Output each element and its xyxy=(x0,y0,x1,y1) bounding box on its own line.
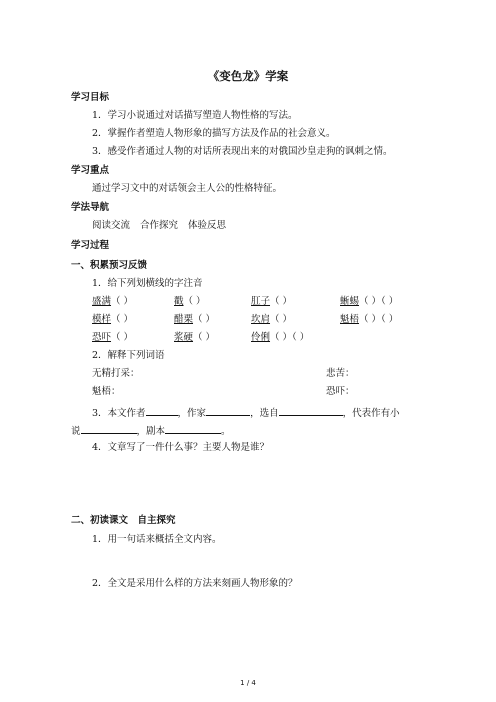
page-number: 1 / 4 xyxy=(240,679,256,687)
term-label: 魁梧： xyxy=(92,386,121,397)
part1-q1: 1．给下列划横线的字注音 xyxy=(92,278,203,289)
term-label: 恐吓： xyxy=(326,386,355,397)
answer-blank[interactable] xyxy=(206,405,250,416)
method-heading: 学法导航 xyxy=(71,202,110,213)
page-title: 《变色龙》学案 xyxy=(207,69,289,83)
method-item: 合作探究 xyxy=(140,220,179,231)
part2-heading: 二、初读课文 自主探究 xyxy=(71,515,176,526)
pinyin-item: 魁梧（ ）（ ） xyxy=(340,314,399,325)
focus-heading: 学习重点 xyxy=(71,165,110,176)
pinyin-item: 浆硬（ ） xyxy=(174,332,216,343)
goal-item-3: 3．感受作者通过人物的对话所表现出来的对俄国沙皇走狗的讽刺之情。 xyxy=(92,146,393,157)
goals-heading: 学习目标 xyxy=(71,92,110,103)
part1-heading: 一、积累预习反馈 xyxy=(71,260,148,271)
pinyin-item: 恐吓（ ） xyxy=(92,332,134,343)
part1-q4: 4．文章写了一件什么事？主要人物是谁？ xyxy=(92,442,270,453)
part1-q3-line1: 3．本文作者 ，作家 ，选自 ，代表作有小 xyxy=(92,405,400,420)
goal-item-2: 2．掌握作者塑造人物形象的描写方法及作品的社会意义。 xyxy=(92,128,336,139)
pinyin-item: 模样（ ） xyxy=(92,314,134,325)
method-item: 阅读交流 xyxy=(92,220,131,231)
focus-text: 通过学习文中的对话领会主人公的性格特征。 xyxy=(92,183,283,194)
part1-q2: 2．解释下列词语 xyxy=(92,350,165,361)
term-label: 悲苦： xyxy=(326,368,355,379)
pinyin-item: 醋栗（ ） xyxy=(174,314,216,325)
goal-item-1: 1．学习小说通过对话描写塑造人物性格的写法。 xyxy=(92,110,298,121)
method-items xyxy=(92,220,226,232)
pinyin-item: 伶俐（ ）（ ） xyxy=(251,332,310,343)
answer-blank[interactable] xyxy=(146,405,178,416)
process-heading: 学习过程 xyxy=(71,240,110,251)
pinyin-item: 盛满（ ） xyxy=(92,296,134,307)
method-item: 体验反思 xyxy=(188,220,227,231)
part2-q2: 2．全文是采用什么样的方法来刻画人物形象的？ xyxy=(92,578,298,589)
pinyin-item: 坎肩（ ） xyxy=(251,314,293,325)
answer-blank[interactable] xyxy=(279,405,343,416)
pinyin-item: 蜥蜴（ ）（ ） xyxy=(340,296,399,307)
answer-blank[interactable] xyxy=(165,423,221,434)
part2-q1: 1．用一句话来概括全文内容。 xyxy=(92,534,222,545)
answer-blank[interactable] xyxy=(81,423,137,434)
part1-q3-line2: 说 ，剧本 。 xyxy=(71,423,231,438)
pinyin-item: 肛子（ ） xyxy=(251,296,293,307)
term-label: 无精打采： xyxy=(92,368,140,379)
pinyin-item: 戳（ ） xyxy=(174,296,206,307)
